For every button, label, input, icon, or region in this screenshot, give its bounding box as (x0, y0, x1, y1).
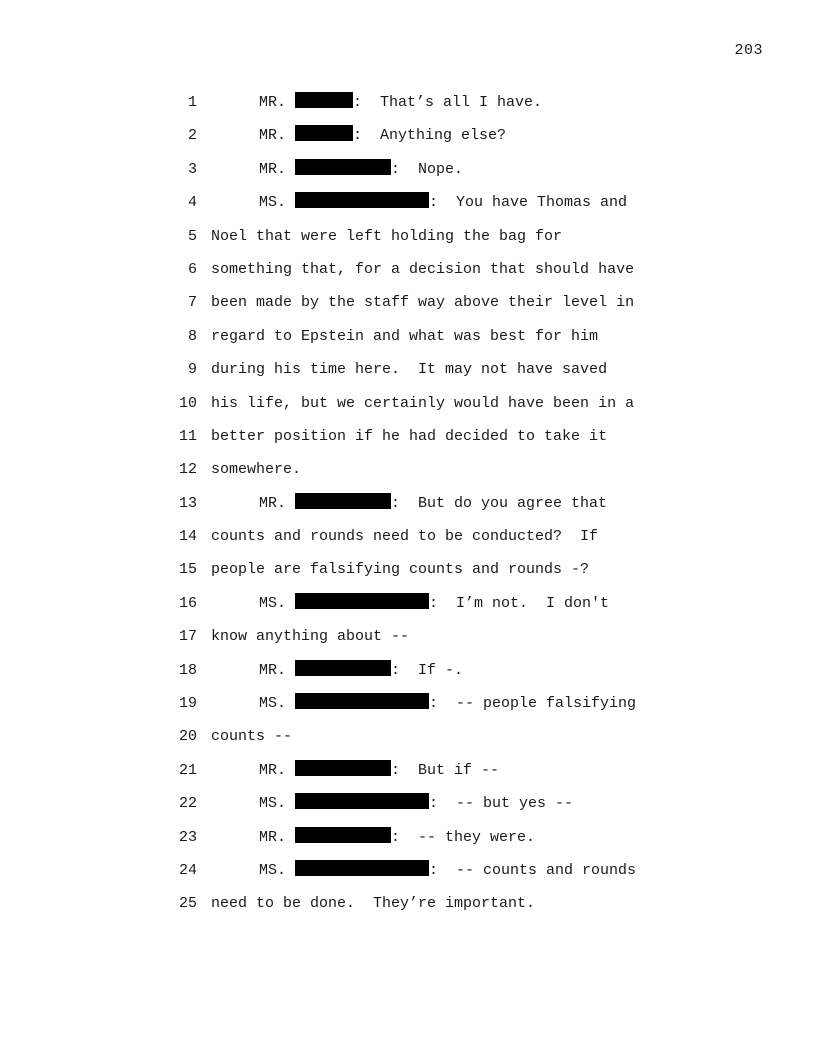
line-number: 24 (178, 861, 197, 879)
speaker-prefix: MR. (259, 828, 287, 846)
transcript-line (0, 325, 816, 358)
line-text: regard to Epstein and what was best for him (211, 327, 599, 345)
line-number: 4 (187, 194, 197, 212)
line-text: his life, but we certainly would have been in a (211, 394, 635, 412)
spoken-text: : That’s all I have. (353, 94, 543, 111)
line-text: know anything about -- (211, 628, 410, 646)
line-number: 10 (178, 394, 197, 412)
spoken-text: : -- people falsifying (429, 695, 637, 713)
transcript-line (0, 124, 816, 157)
line-number: 17 (178, 628, 197, 646)
spoken-text: : But do you agree that (391, 494, 608, 512)
line-text: counts and rounds need to be conducted? If (211, 528, 599, 546)
line-text: Noel that were left holding the bag for (211, 227, 563, 245)
line-number: 14 (178, 528, 197, 546)
redacted-name-block (295, 125, 353, 141)
transcript-line (0, 692, 816, 725)
line-number: 5 (187, 227, 197, 245)
transcript-line (0, 358, 816, 391)
speaker-text (259, 659, 463, 683)
line-number: 12 (178, 461, 197, 479)
line-number: 8 (187, 327, 197, 345)
line-text: during his time here. It may not have saved (211, 361, 608, 379)
transcript-line (0, 525, 816, 558)
redacted-name-block (295, 693, 429, 709)
line-number: 16 (178, 594, 197, 612)
redacted-name-block (295, 192, 429, 208)
spoken-text: : You have Thomas and (429, 194, 628, 212)
transcript-line (0, 759, 816, 792)
redacted-name-block (295, 760, 391, 776)
speaker-text (259, 158, 463, 182)
transcript-body (0, 91, 816, 926)
transcript-line (0, 859, 816, 892)
spoken-text: : If -. (391, 661, 464, 679)
line-number: 7 (187, 294, 197, 312)
speaker-text (259, 592, 609, 616)
speaker-prefix: MR. (259, 94, 287, 111)
redacted-name-block (295, 793, 429, 809)
speaker-prefix: MR. (259, 661, 287, 679)
transcript-line (0, 425, 816, 458)
transcript-line (0, 492, 816, 525)
speaker-text (259, 859, 636, 883)
transcript-line (0, 558, 816, 591)
speaker-text (259, 124, 506, 148)
speaker-prefix: MR. (259, 494, 287, 512)
line-number: 21 (178, 761, 197, 779)
line-text: counts -- (211, 728, 293, 746)
transcript-line (0, 659, 816, 692)
transcript-line (0, 191, 816, 224)
speaker-prefix: MS. (259, 795, 287, 813)
redacted-name-block (295, 493, 391, 509)
transcript-line (0, 91, 816, 124)
transcript-line (0, 158, 816, 191)
redacted-name-block (295, 92, 353, 108)
transcript-line (0, 291, 816, 324)
transcript-line (0, 225, 816, 258)
line-number: 9 (187, 361, 197, 379)
speaker-text (259, 759, 499, 783)
spoken-text: : -- but yes -- (429, 795, 574, 813)
line-number: 19 (178, 695, 197, 713)
speaker-text (259, 492, 607, 516)
line-text: need to be done. They’re important. (211, 895, 536, 913)
line-text: been made by the staff way above their level in (211, 294, 635, 312)
speaker-prefix: MS. (259, 695, 287, 713)
transcript-line (0, 258, 816, 291)
speaker-text (259, 826, 535, 850)
line-number: 22 (178, 795, 197, 813)
transcript-line (0, 592, 816, 625)
transcript-line (0, 792, 816, 825)
line-text: people are falsifying counts and rounds -? (211, 561, 590, 579)
spoken-text: : Anything else? (353, 127, 507, 145)
transcript-line (0, 892, 816, 925)
spoken-text: : Nope. (391, 160, 464, 178)
speaker-prefix: MS. (259, 194, 287, 212)
speaker-prefix: MR. (259, 761, 287, 779)
speaker-prefix: MS. (259, 861, 287, 879)
speaker-prefix: MS. (259, 594, 287, 612)
speaker-prefix: MR. (259, 127, 287, 145)
speaker-text (259, 792, 573, 816)
line-number: 15 (178, 561, 197, 579)
transcript-line (0, 392, 816, 425)
spoken-text: : But if -- (391, 761, 500, 779)
line-text: somewhere. (211, 461, 302, 479)
line-number: 2 (187, 127, 197, 145)
line-text: something that, for a decision that should have (211, 260, 635, 278)
redacted-name-block (295, 159, 391, 175)
line-number: 13 (178, 494, 197, 512)
redacted-name-block (295, 860, 429, 876)
line-number: 3 (187, 160, 197, 178)
spoken-text: : -- counts and rounds (429, 861, 637, 879)
line-number: 23 (178, 828, 197, 846)
line-number: 6 (187, 260, 197, 278)
transcript-line (0, 725, 816, 758)
spoken-text: : -- they were. (391, 828, 536, 846)
speaker-text (259, 91, 542, 115)
line-text: better position if he had decided to take it (211, 427, 608, 445)
speaker-text (259, 191, 627, 215)
line-number: 20 (178, 728, 197, 746)
line-number: 1 (187, 94, 197, 111)
transcript-line (0, 458, 816, 491)
speaker-text (259, 692, 636, 716)
transcript-line (0, 625, 816, 658)
line-number: 25 (178, 895, 197, 913)
transcript-line (0, 826, 816, 859)
speaker-prefix: MR. (259, 160, 287, 178)
line-number: 11 (178, 427, 197, 445)
spoken-text: : I’m not. I don't (429, 594, 610, 612)
redacted-name-block (295, 660, 391, 676)
line-number: 18 (178, 661, 197, 679)
redacted-name-block (295, 593, 429, 609)
redacted-name-block (295, 827, 391, 843)
page-number: 203 (734, 42, 763, 59)
